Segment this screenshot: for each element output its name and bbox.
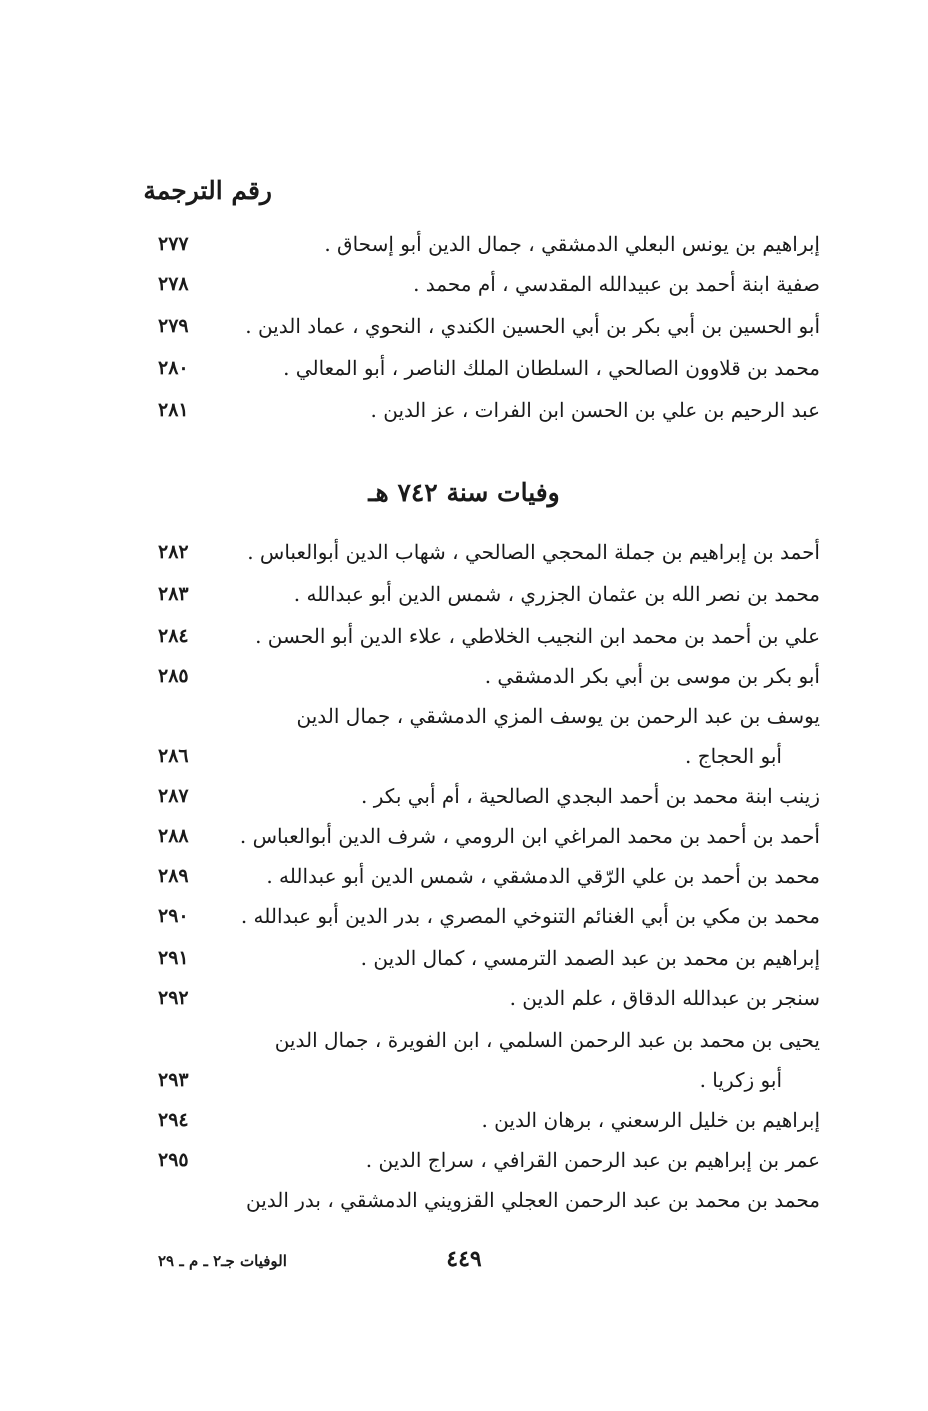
entry-number: ٢٨٥ (158, 665, 189, 687)
entry-text: أحمد بن إبراهيم بن جملة المحجي الصالحي ، شهاب الدين أبوالعباس . (247, 540, 820, 564)
entry-text: علي بن أحمد بن محمد ابن النجيب الخلاطي ، علاء الدين أبو الحسن . (255, 624, 820, 648)
entry-number: ٢٧٩ (158, 315, 189, 337)
entry-number: ٢٩٠ (158, 905, 189, 927)
entry-text: سنجر بن عبدالله الدقاق ، علم الدين . (509, 986, 820, 1010)
entry-number: ٢٨٣ (158, 583, 189, 605)
entry-text: محمد بن نصر الله بن عثمان الجزري ، شمس الدين أبو عبدالله . (293, 582, 820, 606)
entry-text: أبو بكر بن موسى بن أبي بكر الدمشقي . (484, 664, 820, 688)
entry-text: محمد بن أحمد بن علي الرّقي الدمشقي ، شمس الدين أبو عبدالله . (266, 864, 820, 888)
entry-text: عمر بن إبراهيم بن عبد الرحمن القرافي ، سراج الدين . (365, 1148, 820, 1172)
entry-text: أحمد بن أحمد بن محمد المراغي ابن الرومي ، شرف الدين أبوالعباس . (239, 824, 820, 848)
entry-text: محمد بن محمد بن عبد الرحمن العجلي القزويني الدمشقي ، بدر الدين (245, 1188, 820, 1212)
entry-number: ٢٨٩ (158, 865, 189, 887)
entry-number: ٢٩٣ (158, 1069, 189, 1091)
entry-text-continuation: أبو الحجاج . (684, 744, 782, 768)
entry-text: محمد بن قلاوون الصالحي ، السلطان الملك الناصر ، أبو المعالي . (283, 356, 820, 380)
column-header-entry-number: رقم الترجمة (143, 176, 272, 205)
entry-text: أبو الحسين بن أبي بكر بن أبي الحسين الكندي ، النحوي ، عماد الدين . (245, 314, 820, 338)
entry-number: ٢٩٢ (158, 987, 189, 1009)
entry-number: ٢٨١ (158, 399, 189, 421)
section-title-year: وفيات سنة ٧٤٢ هـ (368, 478, 560, 507)
page-number: ٤٤٩ (446, 1246, 482, 1272)
entry-text-continuation: أبو زكريا . (699, 1068, 782, 1092)
entry-text: زينب ابنة محمد بن أحمد البجدي الصالحية ، أم أبي بكر . (361, 784, 820, 808)
entry-number: ٢٧٨ (158, 273, 189, 295)
entry-text: إبراهيم بن خليل الرسعني ، برهان الدين . (481, 1108, 820, 1132)
entry-number: ٢٨٦ (158, 745, 189, 767)
entry-text: يحيى بن محمد بن عبد الرحمن السلمي ، ابن الفويرة ، جمال الدين (274, 1028, 820, 1052)
entry-text: محمد بن مكي بن أبي الغنائم التنوخي المصري ، بدر الدين أبو عبدالله . (240, 904, 820, 928)
entry-number: ٢٩١ (158, 947, 189, 969)
entry-number: ٢٩٤ (158, 1109, 189, 1131)
entry-text: يوسف بن عبد الرحمن بن يوسف المزي الدمشقي ، جمال الدين (296, 704, 820, 728)
entry-text: إبراهيم بن محمد بن عبد الصمد الترمسي ، كمال الدين . (360, 946, 820, 970)
entry-number: ٢٨٠ (158, 357, 189, 379)
entry-text: عبد الرحيم بن علي بن الحسن ابن الفرات ، عز الدين . (370, 398, 820, 422)
entry-number: ٢٧٧ (158, 233, 189, 255)
entry-number: ٢٩٥ (158, 1149, 189, 1171)
entry-text: إبراهيم بن يونس البعلي الدمشقي ، جمال الدين أبو إسحاق . (324, 232, 820, 256)
entry-number: ٢٨٨ (158, 825, 189, 847)
footer-signature: الوفيات جـ٢ ـ م ـ ٢٩ (158, 1252, 287, 1270)
entry-number: ٢٨٤ (158, 625, 189, 647)
entry-number: ٢٨٧ (158, 785, 189, 807)
entry-number: ٢٨٢ (158, 541, 189, 563)
entry-text: صفية ابنة أحمد بن عبيدالله المقدسي ، أم محمد . (413, 272, 820, 296)
